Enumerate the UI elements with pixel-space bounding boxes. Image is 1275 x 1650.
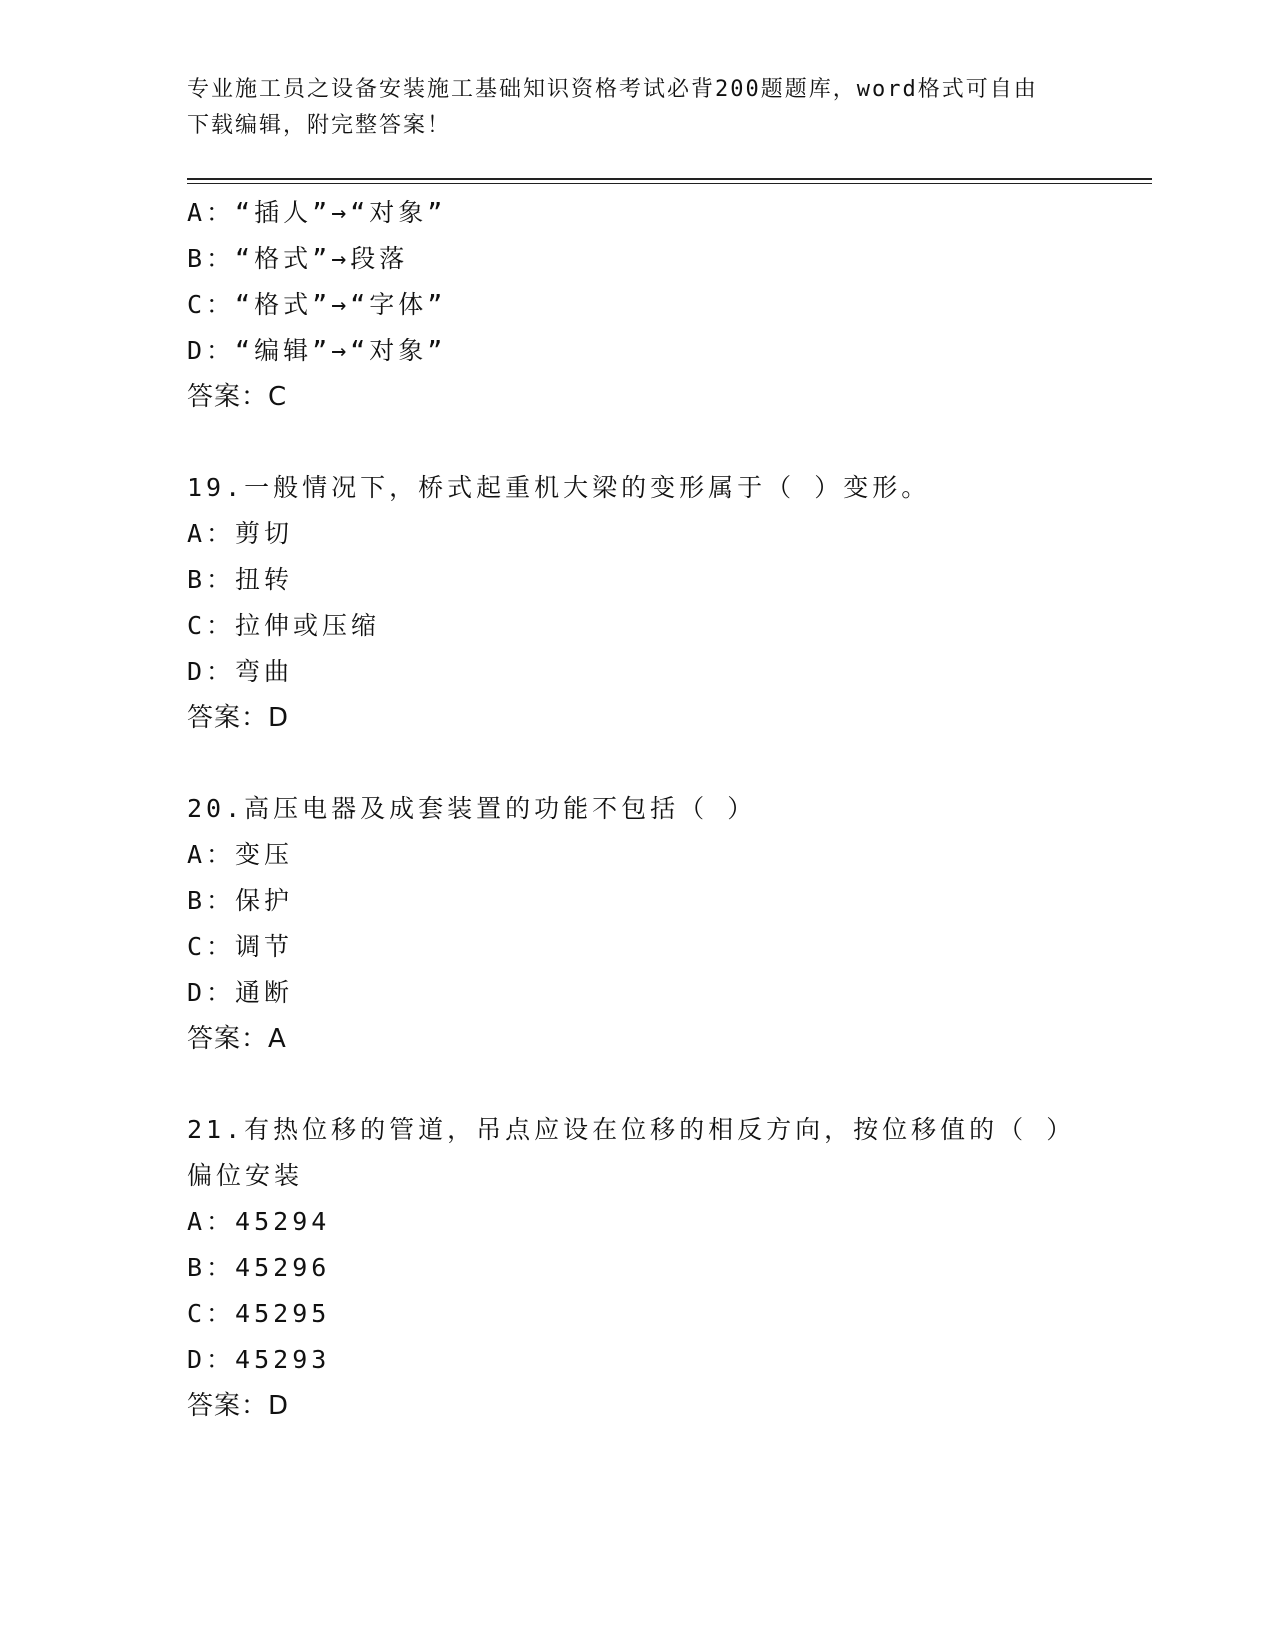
option-a: A：45294	[187, 1207, 331, 1236]
option-c: C：“格式”→“字体”	[187, 290, 447, 319]
answer-line: 答案：D	[187, 1391, 290, 1421]
spacer	[187, 1062, 1087, 1107]
option-a: A：剪切	[187, 519, 294, 548]
option-d: D：“编辑”→“对象”	[187, 336, 447, 365]
spacer	[187, 741, 1087, 786]
option-b: B：“格式”→段落	[187, 244, 409, 273]
option-a: A：“插人”→“对象”	[187, 198, 447, 227]
option-b: B：45296	[187, 1253, 331, 1282]
question-21	[187, 1107, 1087, 1429]
question-stem: 20.高压电器及成套装置的功能不包括（ ）	[187, 794, 757, 823]
question-stem: 19.一般情况下，桥式起重机大梁的变形属于（ ）变形。	[187, 473, 931, 502]
question-list	[187, 190, 1087, 1429]
question-19	[187, 465, 1087, 741]
header-divider-thin	[187, 183, 1152, 184]
question-20	[187, 786, 1087, 1062]
answer-line: 答案：A	[187, 1024, 287, 1054]
option-c: C：拉伸或压缩	[187, 611, 381, 640]
option-b: B：扭转	[187, 565, 294, 594]
document-header	[187, 72, 1067, 144]
option-b: B：保护	[187, 886, 294, 915]
header-title-line-1: 专业施工员之设备安装施工基础知识资格考试必背200题题库，word格式可自由	[187, 77, 1038, 102]
option-d: D：通断	[187, 978, 294, 1007]
option-d: D：弯曲	[187, 657, 294, 686]
question-stem: 21.有热位移的管道，吊点应设在位移的相反方向，按位移值的（ ）偏位安装	[187, 1115, 1063, 1190]
header-divider-thick	[187, 178, 1152, 180]
option-a: A：变压	[187, 840, 294, 869]
option-c: C：调节	[187, 932, 294, 961]
answer-line: 答案：D	[187, 703, 290, 733]
option-c: C：45295	[187, 1299, 331, 1328]
option-d: D：45293	[187, 1345, 331, 1374]
header-title-line-2: 下载编辑，附完整答案！	[187, 113, 452, 138]
question-18-continued	[187, 190, 1087, 420]
spacer	[187, 420, 1087, 465]
answer-line: 答案：C	[187, 382, 288, 412]
